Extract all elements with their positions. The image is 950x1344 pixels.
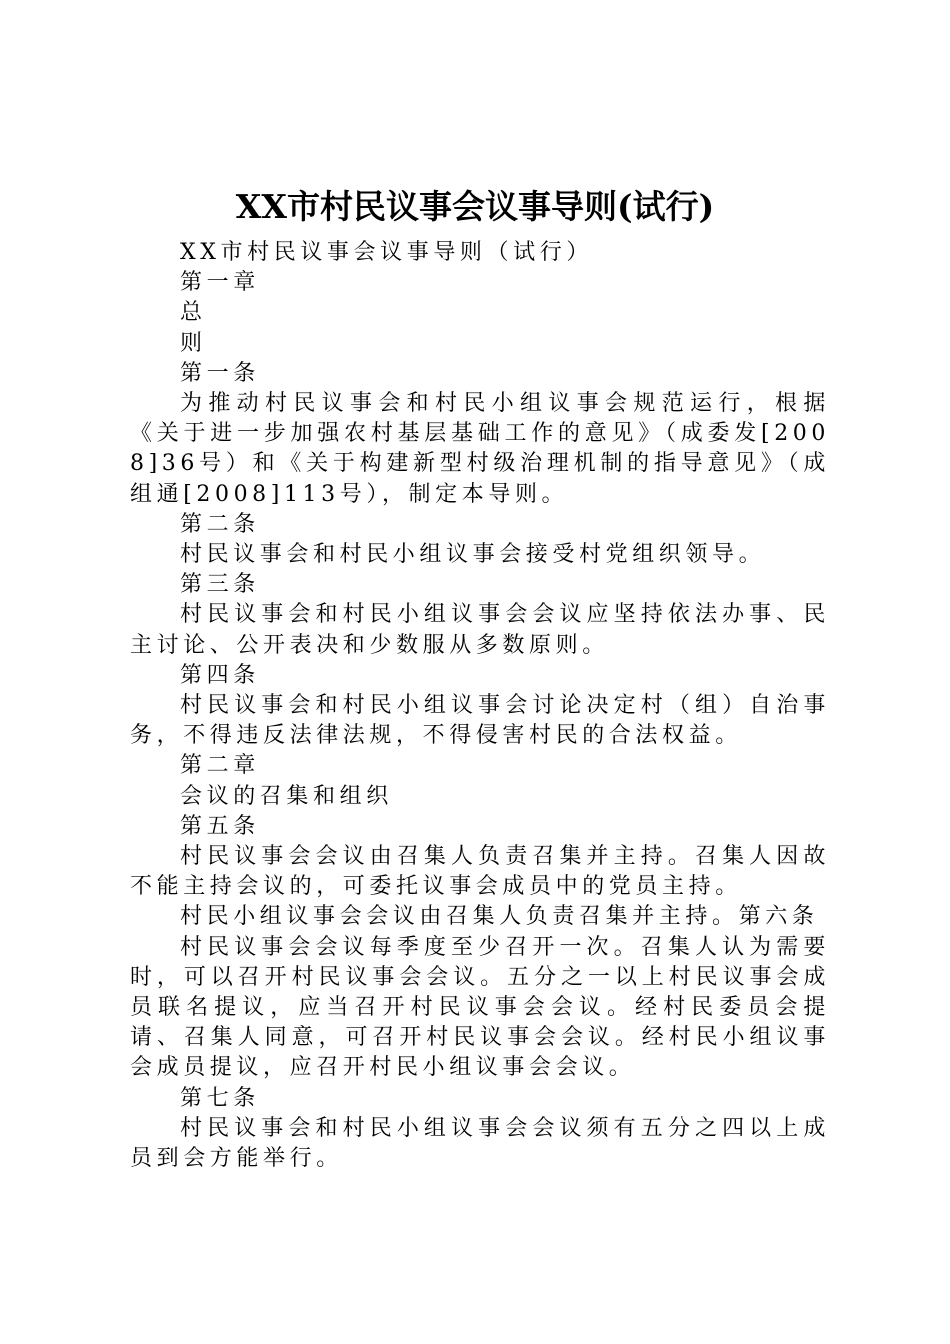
article-heading: 第五条 [180, 813, 260, 839]
chapter-title: 总 [180, 300, 207, 326]
chapter-heading: 第二章 [180, 753, 260, 779]
chapter-title: 则 [180, 330, 207, 356]
article-heading: 第四条 [180, 662, 260, 688]
paragraph: 村民小组议事会会议由召集人负责召集并主持。第六条 [180, 904, 819, 930]
article-heading: 第二条 [180, 511, 260, 537]
paragraph: 村民议事会和村民小组议事会讨论决定村（组）自治事务，不得违反法律法规，不得侵害村民的合法权益。 [130, 693, 830, 749]
paragraph: 村民议事会和村民小组议事会会议须有五分之四以上成员到会方能举行。 [130, 1115, 830, 1172]
chapter-title: 会议的召集和组织 [180, 783, 393, 809]
chapter-heading: 第一章 [180, 270, 260, 296]
article-heading: 第三条 [180, 572, 260, 598]
paragraph: 村民议事会会议由召集人负责召集并主持。召集人因故不能主持会议的，可委托议事会成员中的党员主持。 [130, 844, 830, 900]
paragraph: 村民议事会会议每季度至少召开一次。召集人认为需要时，可以召开村民议事会会议。五分之一以上村民议事会成员联名提议，应当召开村民议事会会议。经村民委员会提请、召集人同意，可召开村民议事会会议。经村民小组议事会成员提议，应召开村民小组议事会会议。 [130, 934, 830, 1081]
article-heading: 第七条 [180, 1085, 260, 1111]
paragraph: 村民议事会和村民小组议事会会议应坚持依法办事、民主讨论、公开表决和少数服从多数原则。 [130, 602, 830, 658]
paragraph: 村民议事会和村民小组议事会接受村党组织领导。 [180, 542, 766, 568]
paragraph: XX市村民议事会议事导则（试行） [180, 240, 593, 265]
paragraph: 为推动村民议事会和村民小组议事会规范运行，根据《关于进一步加强农村基层基础工作的意见》（成委发[2008]36号）和《关于构建新型村级治理机制的指导意见》（成组通[2008]113号），制定本导则。 [130, 391, 830, 507]
document-title: XX市村民议事会议事导则(试行) [235, 187, 715, 226]
article-heading: 第一条 [180, 360, 260, 386]
document-body [130, 238, 830, 1174]
